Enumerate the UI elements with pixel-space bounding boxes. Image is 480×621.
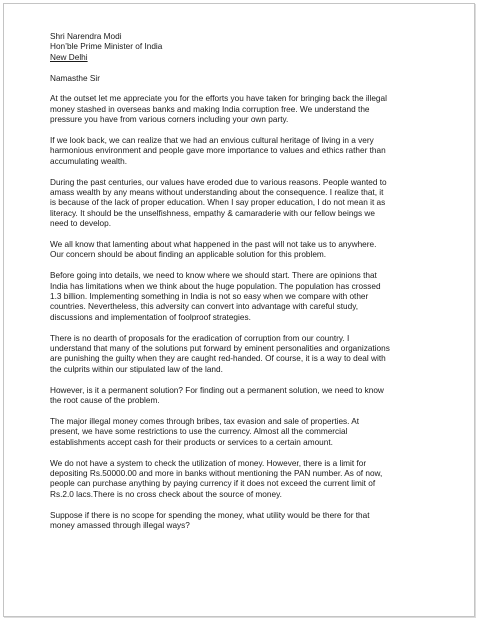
paragraph: We all know that lamenting about what happened in the past will not take us to anywhere. Our concern should be about finding an applicable solution for this problem. bbox=[50, 240, 377, 260]
recipient-title: Hon’ble Prime Minister of India bbox=[50, 42, 163, 52]
recipient-city: New Delhi bbox=[50, 52, 88, 62]
recipient-address bbox=[50, 32, 440, 63]
paragraph: Before going into details, we need to know where we should start. There are opinions that India has limitations when we think about the huge population. The population has crossed 1.3 billion. Implementing something in India is not so easy when we compare with other countries. Nevertheless, this adversity can convert into advantage with careful study, discussions and implementation of foolproof strategies. bbox=[50, 271, 381, 322]
paragraph: We do not have a system to check the utilization of money. However, there is a limit for depositing Rs.50000.00 and more in banks without mentioning the PAN number. As of now, people can purchase anything by paying currency if it does not exceed the current limit of Rs.2.0 lacs.There is no cross check about the source of money. bbox=[50, 458, 383, 499]
letter-body bbox=[50, 32, 440, 542]
paragraph: The major illegal money comes through bribes, tax evasion and sale of properties. At present, we have some restrictions to use the currency. Almost all the commercial establishments accept cash for their products or services to a certain amount. bbox=[50, 416, 360, 447]
paragraph: However, is it a permanent solution? For finding out a permanent solution, we need to know the root cause of the problem. bbox=[50, 385, 384, 406]
recipient-name: Shri Narendra Modi bbox=[50, 32, 122, 41]
paragraph: At the outset let me appreciate you for the efforts you have taken for bringing back the illegal money stashed in overseas banks and making India corruption free. We understand the pressure you have from various corners including your own party. bbox=[50, 94, 387, 125]
paragraph: There is no dearth of proposals for the eradication of corruption from our country. I understand that many of the solutions put forward by eminent personalities and organizations are punishing the guilty when they are caught red-handed. Of course, it is a way to deal with the culprits within our stipulated law of the land. bbox=[50, 333, 390, 374]
paragraph: During the past centuries, our values have eroded due to various reasons. People wanted to amass wealth by any means without understanding about the consequence. I realize that, it is because of the lack of proper education. When I say proper education, I do not mean it as literacy. It should be the unselfishness, empathy & camaraderie with our fellow beings we need to develop. bbox=[50, 177, 387, 229]
paragraph: If we look back, we can realize that we had an envious cultural heritage of living in a very harmonious environment and people gave more importance to values and ethics rather than accumulating wealth. bbox=[50, 136, 386, 166]
paragraph: Suppose if there is no scope for spending the money, what utility would be there for that money amassed through illegal ways? bbox=[50, 510, 370, 530]
salutation: Namasthe Sir bbox=[50, 73, 100, 83]
